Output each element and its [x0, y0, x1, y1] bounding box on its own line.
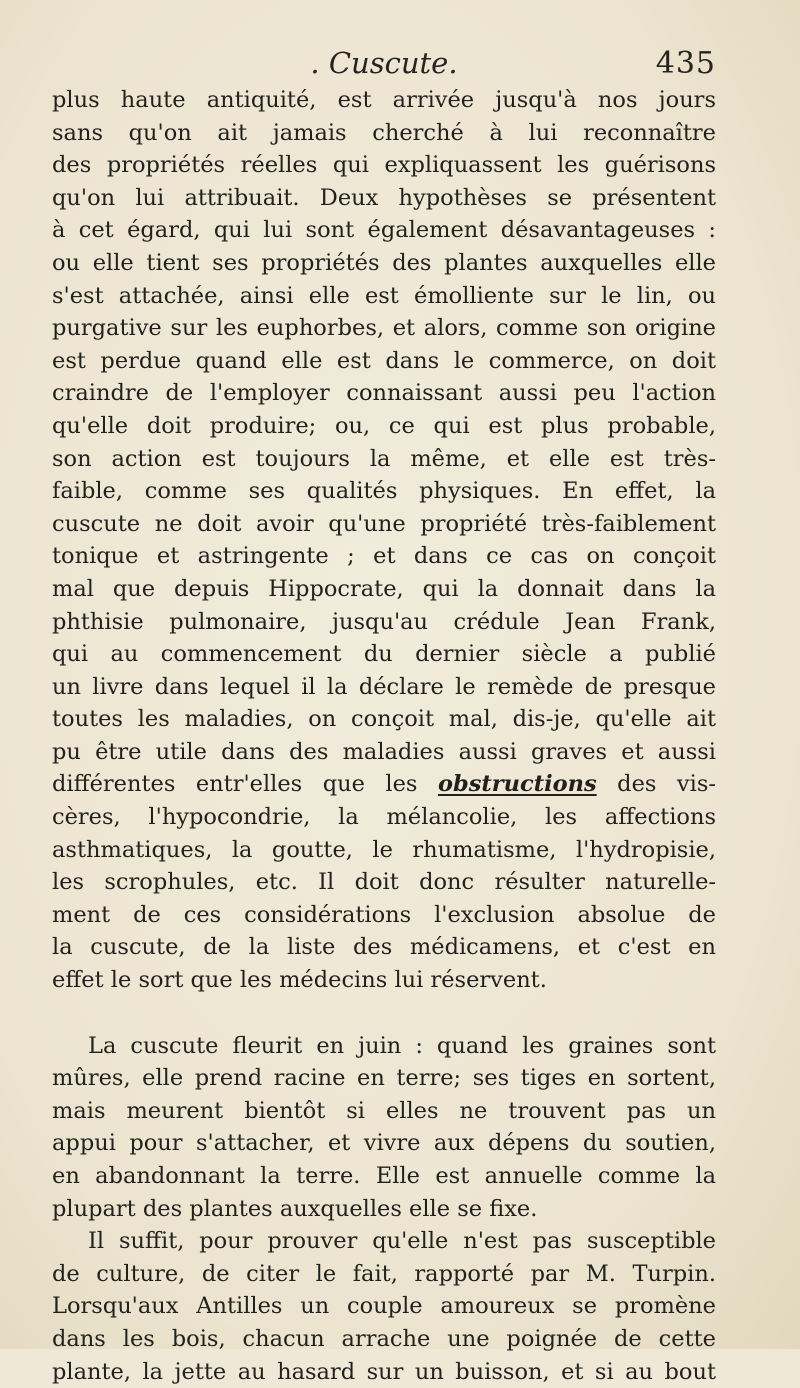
text-segment: différentes entr'elles que les	[52, 771, 418, 798]
running-title: . Cuscute.	[310, 46, 458, 80]
text-line: pu être utile dans des maladies aussi graves et aussi	[52, 738, 716, 765]
body-text	[52, 84, 716, 1388]
page-number: 435	[655, 46, 716, 81]
text-line: asthmatiques, la goutte, le rhumatisme, l'hydropisie,	[52, 836, 716, 863]
text-line: mais meurent bientôt si elles ne trouvent pas un	[52, 1097, 716, 1124]
text-segment: des vis-	[617, 771, 716, 798]
text-line: purgative sur les euphorbes, et alors, comme son origine	[52, 315, 716, 342]
text-line: Lorsqu'aux Antilles un couple amoureux se promène	[52, 1293, 716, 1320]
paragraph-1	[52, 84, 716, 997]
text-line: plupart des plantes auxquelles elle se fixe.	[52, 1195, 538, 1222]
text-line: des propriétés réelles qui expliquassent les guérisons	[52, 152, 716, 179]
text-line: ment de ces considérations l'exclusion absolue de	[52, 901, 716, 928]
text-line: craindre de l'employer connaissant aussi peu l'action	[52, 380, 716, 407]
text-line: qui au commencement du dernier siècle a publié	[52, 641, 716, 668]
text-line: La cuscute fleurit en juin : quand les graines sont	[88, 1032, 716, 1059]
text-line: phthisie pulmonaire, jusqu'au crédule Jean Frank,	[52, 608, 716, 635]
paragraph-2	[52, 1030, 716, 1226]
text-line: plus haute antiquité, est arrivée jusqu'à nos jours	[52, 87, 716, 113]
text-line: toutes les maladies, on conçoit mal, dis-je, qu'elle ait	[52, 706, 716, 733]
text-line: effet le sort que les médecins lui réservent.	[52, 967, 547, 994]
running-head	[52, 42, 716, 82]
text-line: de culture, de citer le fait, rapporté par M. Turpin.	[52, 1260, 716, 1287]
text-line: Il suffit, pour prouver qu'elle n'est pas susceptible	[88, 1228, 716, 1255]
text-line: plante, la jette au hasard sur un buisson, et si au bout	[52, 1358, 716, 1385]
text-line: en abandonnant la terre. Elle est annuelle comme la	[52, 1163, 716, 1189]
text-line: qu'on lui attribuait. Deux hypothèses se présentent	[52, 184, 716, 211]
text-line: un livre dans lequel il la déclare le remède de presque	[52, 673, 716, 700]
emphasized-word: obstructions	[437, 771, 597, 798]
paragraph-gap	[52, 997, 716, 1030]
text-line: cuscute ne doit avoir qu'une propriété très-faiblement	[52, 510, 716, 537]
text-line: dans les bois, chacun arrache une poignée de cette	[52, 1325, 716, 1352]
paragraph-3	[52, 1225, 716, 1388]
text-line-emphasis	[52, 768, 716, 801]
text-line: mal que depuis Hippocrate, qui la donnait dans la	[52, 575, 716, 602]
text-line: qu'elle doit produire; ou, ce qui est plus probable,	[52, 412, 716, 439]
text-line: ou elle tient ses propriétés des plantes auxquelles elle	[52, 249, 716, 276]
text-line: les scrophules, etc. Il doit donc résulter naturelle-	[52, 869, 716, 896]
text-line: la cuscute, de la liste des médicamens, et c'est en	[52, 934, 716, 961]
text-line: est perdue quand elle est dans le commerce, on doit	[52, 347, 716, 374]
text-line: son action est toujours la même, et elle est très-	[52, 445, 716, 472]
text-line: sans qu'on ait jamais cherché à lui reconnaître	[52, 119, 716, 146]
text-line: appui pour s'attacher, et vivre aux dépens du soutien,	[52, 1130, 716, 1157]
text-line: cères, l'hypocondrie, la mélancolie, les affections	[52, 804, 716, 831]
text-line: faible, comme ses qualités physiques. En effet, la	[52, 478, 716, 505]
text-line: à cet égard, qui lui sont également désavantageuses :	[52, 217, 716, 244]
text-line: tonique et astringente ; et dans ce cas on conçoit	[52, 543, 716, 570]
text-line: s'est attachée, ainsi elle est émolliente sur le lin, ou	[52, 282, 716, 309]
text-line: mûres, elle prend racine en terre; ses tiges en sortent,	[52, 1065, 716, 1092]
